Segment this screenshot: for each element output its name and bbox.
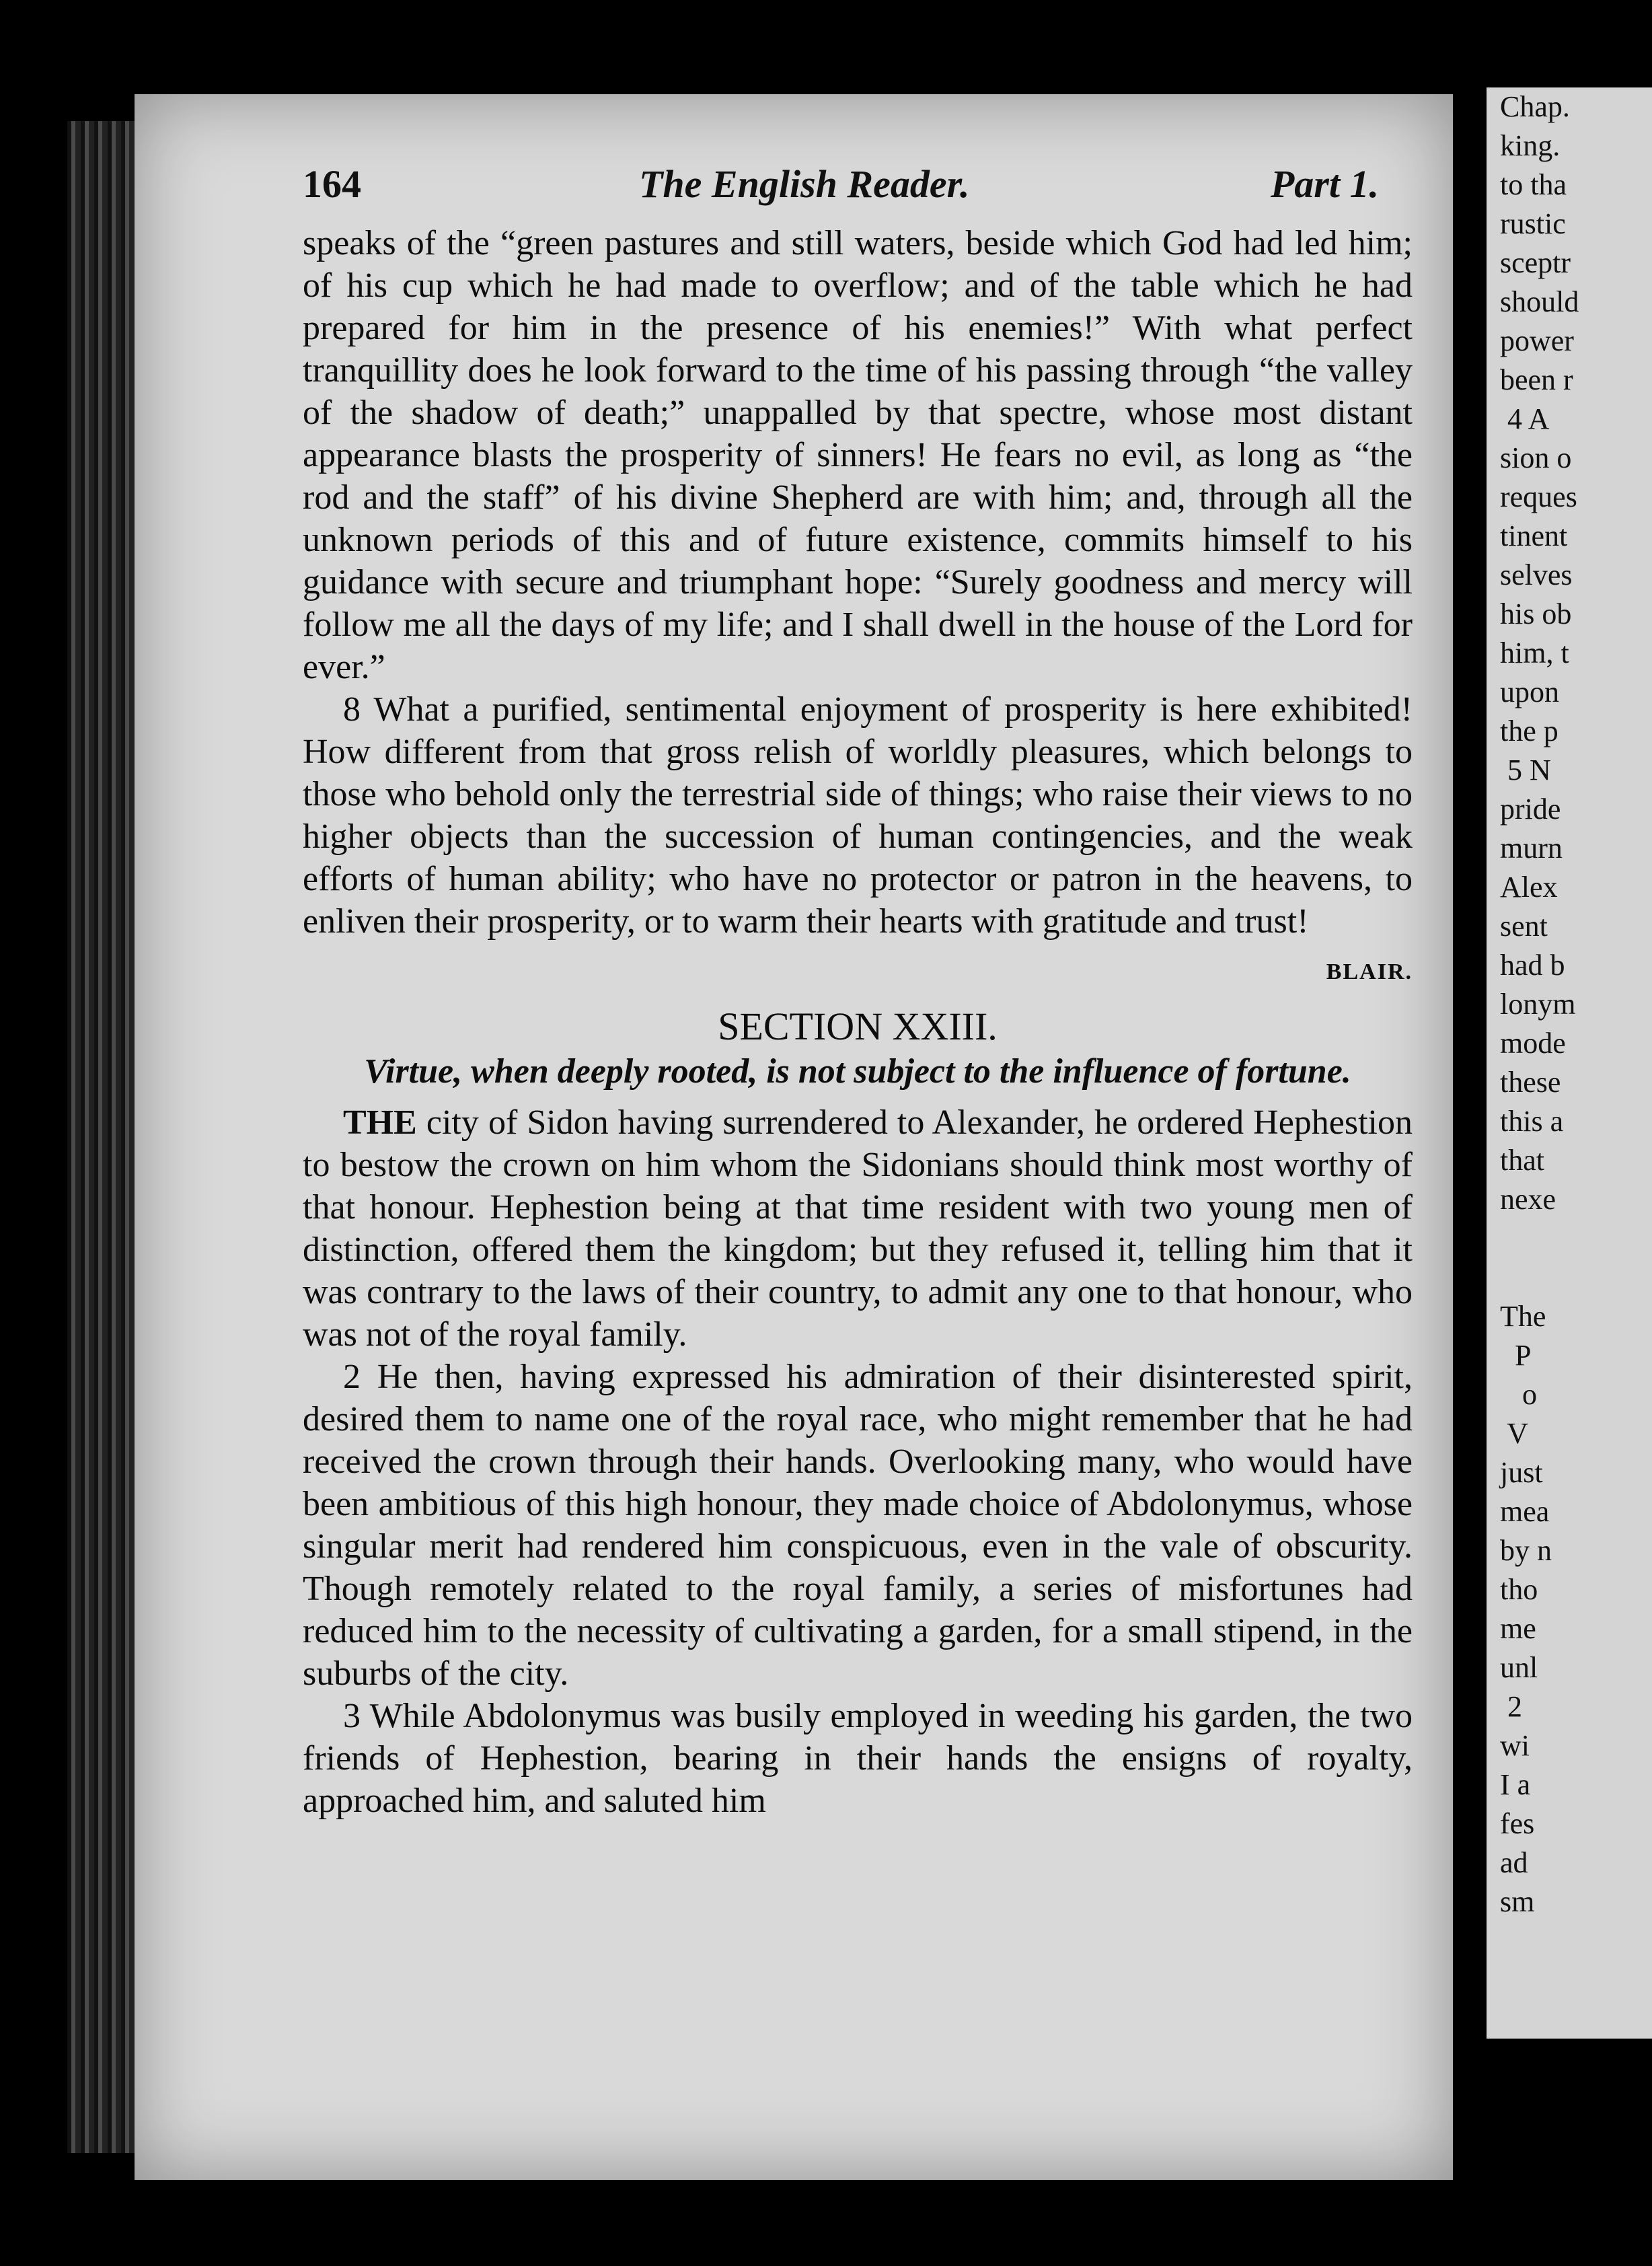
paragraph: speaks of the “green pastures and still waters, beside which God had led him; of his cup which he had made to overflow; and of the table which he had prepared for him in the presence of his enemies!” With what perfect tranquillity does he look forward to the time of his passing through “the valley of the shadow of death;” unappalled by that spectre, whose most distant appearance blasts the prosperity of sinners! He fears no evil, as long as “the rod and the staff” of his divine Shepherd are with him; and, through all the unknown periods of this and of future existence, commits himself to his guidance with secure and triumphant hope: “Surely goodness and mercy will follow me all the days of my life; and I shall dwell in the house of the Lord for ever.” [303, 224, 1413, 686]
author-line [303, 943, 1413, 985]
running-head [303, 161, 1392, 215]
section-title: SECTION XXIII. [718, 1004, 998, 1048]
section-subtitle: Virtue, when deeply rooted, is not subject to the influence of fortune. [364, 1052, 1351, 1091]
facing-page [1487, 87, 1652, 2039]
paragraph: 3 While Abdolonymus was busily employed in weeding his garden, the two friends of Hephestion, bearing in their hands the ensigns of royalty, approached him, and saluted him [303, 1697, 1413, 1820]
page-number: 164 [303, 162, 361, 206]
facing-page-text: Chap. king. to tha rustic sceptr should power been r 4 A sion o reques tinent selves his ob him, t upon the p 5 N pride murn Alex sent had b lonym mode these this a that nexe The P o V just mea by n tho me unl 2 wi I a fes ad sm [1500, 90, 1579, 1918]
opening-word: THE [343, 1103, 417, 1142]
paragraph-text: city of Sidon having surrendered to Alexander, he ordered Hephestion to bestow the crown on him whom the Sidonians should think most worthy of that honour. Hephestion being at that time resident with two young men of distinction, offered them the kingdom; but they refused it, telling him that it was contrary to the laws of their country, to admit any one to that honour, who was not of the royal family. [303, 1103, 1413, 1354]
paragraph [303, 1101, 1413, 1356]
book-title: The English Reader. [639, 162, 970, 206]
page-body [303, 222, 1413, 1822]
paragraph: 8 What a purified, sentimental enjoyment of prosperity is here exhibited! How different from that gross relish of worldly pleasures, which belongs to those who behold only the terrestrial side of things; who raise their views to no higher objects than the succession of human contingencies, and the weak efforts of human ability; who have no protector or patron in the heavens, to enliven their prosperity, or to warm their hearts with gratitude and trust! [303, 690, 1413, 941]
author-attribution: BLAIR. [1326, 959, 1413, 984]
paragraph: 2 He then, having expressed his admiration of their disinterested spirit, desired them to name one of the royal race, who might remember that he had received the crown through their hands. Overlooking many, who would have been ambitious of this high honour, they made choice of Abdolonymus, whose singular merit had rendered him conspicuous, even in the vale of obscurity. Though remotely related to the royal family, a series of misfortunes had reduced him to the necessity of cultivating a garden, for a small stipend, in the suburbs of the city. [303, 1358, 1413, 1693]
part-label: Part 1. [1270, 162, 1379, 206]
